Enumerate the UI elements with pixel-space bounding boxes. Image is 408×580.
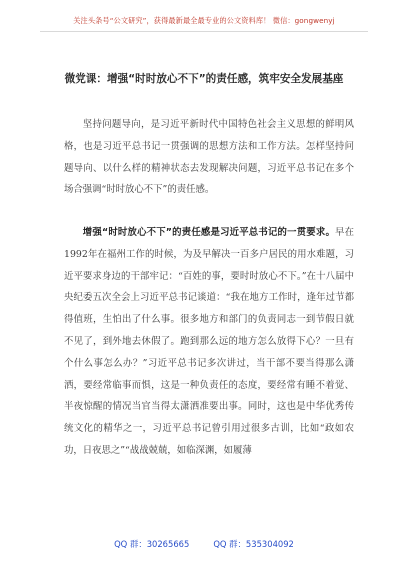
paragraph-2-lead: 增强“时时放心不下”的责任感是习近平总书记的一贯要求。 (82, 227, 336, 238)
footer-qq-group-2: QQ 群：535304092 (213, 539, 294, 549)
footer-qq-group-1: QQ 群：30265665 (114, 539, 190, 549)
paragraph-2 (64, 222, 354, 462)
page-header: 关注头条号“公文研究”，获得最新最全最专业的公文资料库！ 微信：gongwenyj (73, 16, 335, 25)
header-divider (40, 31, 368, 32)
paragraph-2-body: 早在1992年在福州工作的时候，为及早解决一百多户居民的用水难题，习近平要求身边的干部牢记：“百姓的事，要时时放心不下。”在十八届中央纪委五次全会上习近平总书记谈道：“我在地方工作时，逢年过节都得值班，生怕出了什么事。很多地方和部门的负责同志一到节假日就不见了，到外地去休假了。跑到那么远的地方怎么放得下心？一旦有个什么事怎么办？”习近平总书记多次讲过，当干部不要当得那么潇洒，要经常临事而惧，这是一种负责任的态度，要经常有睡不着觉、半夜惊醒的情况当官当得太潇洒准要出事。同时，这也是中华优秀传统文化的精华之一，习近平总书记曾引用过很多古训，比如“政如农功，日夜思之”“战战兢兢，如临深渊，如履薄 (64, 227, 354, 456)
page-footer (0, 538, 408, 550)
document-title: 微党课：增强“时时放心不下”的责任感，筑牢安全发展基座 (64, 73, 344, 85)
paragraph-1: 坚持问题导向，是习近平新时代中国特色社会主义思想的鲜明风格，也是习近平总书记一贯强调的思想方法和工作方法。怎样坚持问题导向、以什么样的精神状态去发现解决问题，习近平总书记在多个场合强调“时时放心不下”的责任感。 (64, 119, 354, 196)
